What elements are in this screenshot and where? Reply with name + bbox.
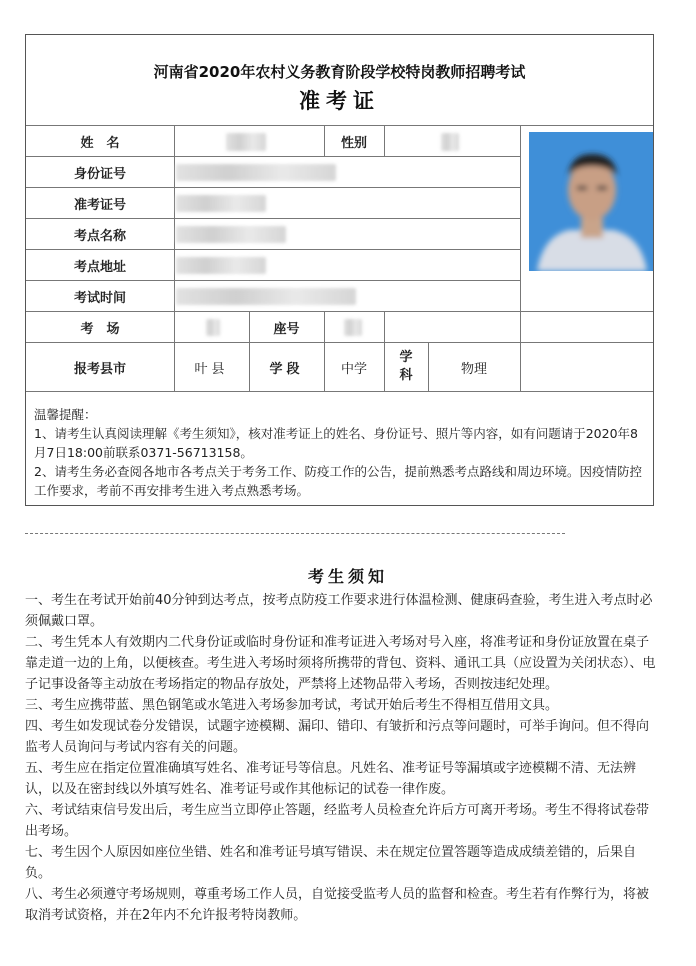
- gender-label: 性别: [340, 135, 367, 151]
- grid-line: [26, 391, 653, 392]
- admission-ticket: [25, 34, 654, 506]
- applicant-photo-image: [529, 132, 653, 271]
- exam-title: 河南省2020年农村义务教育阶段学校特岗教师招聘考试: [153, 63, 526, 81]
- reminder-notice: [34, 405, 646, 500]
- rule-item: 三、考生应携带蓝、黑色钢笔或水笔进入考场参加考试，考试开始后考生不得相互借用文具。: [25, 698, 559, 713]
- exam-site-name-redacted: [176, 226, 286, 243]
- exam-room-label: 考 场: [80, 321, 120, 337]
- grid-line: [520, 125, 521, 391]
- exam-room-redacted: [206, 319, 220, 336]
- ticket-number-label: 准考证号: [73, 197, 126, 213]
- name-value-redacted: [226, 133, 266, 151]
- exam-rules: [25, 590, 659, 926]
- reminder-line: 1、请考生认真阅读理解《考生须知》，核对准考证上的姓名、身份证号、照片等内容，如有问题请于2020年8月7日18:00前联系0371-56713158。: [34, 426, 638, 460]
- rules-title: 考生须知: [307, 567, 388, 586]
- rule-item: 七、考生因个人原因如座位坐错、姓名和准考证号填写错误、未在规定位置答题等造成成绩差错的，后果自负。: [25, 845, 637, 881]
- grid-line: [384, 125, 385, 156]
- applicant-photo: [529, 132, 653, 271]
- stage-label: 学段: [269, 361, 304, 377]
- rule-item: 五、考生应在指定位置准确填写姓名、准考证号等信息。凡姓名、准考证号等漏填或字迹模糊不清、无法辨认，以及在密封线以外填写姓名、准考证号或作其他标记的试卷一律作废。: [25, 761, 637, 797]
- rule-item: 四、考生如发现试卷分发错误，试题字迹模糊、漏印、错印、有皱折和污点等问题时，可举手询问。但不得向监考人员询问与考试内容有关的问题。: [25, 719, 650, 755]
- exam-site-address-label: 考点地址: [73, 259, 126, 275]
- rule-item: 六、考试结束信号发出后，考生应当立即停止答题，经监考人员检查允许后方可离开考场。考生不得将试卷带出考场。: [25, 803, 650, 839]
- stage-value: 中学: [340, 361, 367, 377]
- rule-item: 二、考生凭本人有效期内二代身份证或临时身份证和准考证进入考场对号入座，将准考证和身份证放置在桌子靠走道一边的上角，以便核查。考生进入考场时须将所携带的背包、资料、通讯工具（应设置为关闭状态）、电子记事设备等主动放在考场指定的物品存放处，严禁将上述物品带入考场，否则按违纪处理。: [25, 635, 656, 692]
- subject-value: 物理: [460, 361, 487, 377]
- county-label: 报考县市: [73, 361, 126, 377]
- seat-label: 座号: [273, 321, 300, 337]
- seat-number-redacted: [344, 319, 362, 336]
- county-value: 叶县: [194, 361, 229, 377]
- exam-time-redacted: [176, 288, 356, 305]
- exam-site-name-label: 考点名称: [73, 228, 126, 244]
- reminder-heading: 温馨提醒：: [34, 407, 97, 422]
- name-label: 姓 名: [80, 135, 120, 151]
- rule-item: 八、考生必须遵守考场规则，尊重考场工作人员，自觉接受监考人员的监督和检查。考生若有作弊行为，将被取消考试资格，并在2年内不允许报考特岗教师。: [25, 887, 650, 923]
- exam-time-label: 考试时间: [73, 290, 126, 306]
- rule-item: 一、考生在考试开始前40分钟到达考点，按考点防疫工作要求进行体温检测、健康码查验，考生进入考点时必须佩戴口罩。: [25, 593, 653, 629]
- subject-label: 学 科: [399, 350, 413, 383]
- id-number-label: 身份证号: [73, 166, 126, 182]
- reminder-line: 2、请考生务必查阅各地市各考点关于考务工作、防疫工作的公告，提前熟悉考点路线和周边环境。因疫情防控工作要求，考前不再安排考生进入考点熟悉考场。: [34, 464, 642, 498]
- cut-line-divider: [25, 533, 565, 534]
- exam-site-address-redacted: [176, 257, 266, 274]
- gender-value-redacted: [441, 133, 459, 151]
- ticket-number-redacted: [176, 195, 266, 212]
- ticket-title: 准考证: [299, 89, 380, 113]
- id-number-redacted: [176, 164, 336, 181]
